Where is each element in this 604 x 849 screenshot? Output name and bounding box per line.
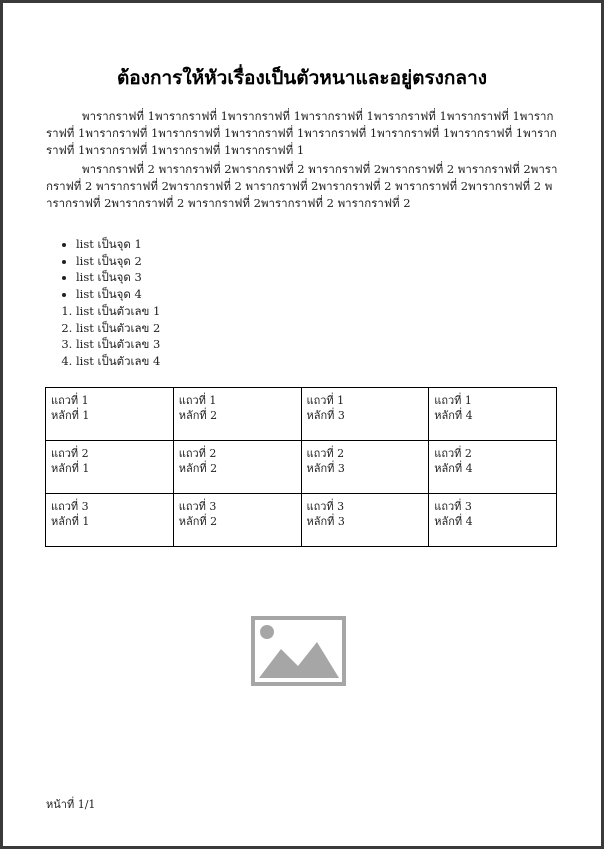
cell-row-label: แถวที่ 3 [178, 500, 217, 513]
list-item: 4. list เป็นตัวเลข 4 [76, 353, 160, 370]
list-item: • list เป็นจุด 4 [76, 286, 142, 303]
table-cell [46, 494, 174, 547]
table-row [46, 388, 557, 441]
table-row [46, 494, 557, 547]
cell-row-label: แถวที่ 1 [51, 394, 89, 407]
paragraph-1: พารากราฟที่ 1พารากราฟที่ 1พารากราฟที่ 1พารากราฟที่ 1พารากราฟที่ 1พารากราฟที่ 1พารากราฟที่ 1พารากราฟที่ 1พารากราฟที่ 1พารากราฟที่ 1พารากราฟที่ 1พารากราฟที่ 1พารากราฟที่ 1พารากราฟที่ 1พารากราฟที่ 1พารากราฟที่ 1พารากราฟที่ 1 [46, 109, 557, 157]
cell-col-label: หลักที่ 3 [306, 409, 345, 422]
list-item: • list เป็นจุด 2 [76, 253, 142, 270]
table-cell [301, 494, 429, 547]
page-title: ต้องการให้หัวเรื่องเป็นตัวหนาและอยู่ตรงกลาง [116, 67, 488, 89]
cell-col-label: หลักที่ 2 [178, 409, 218, 422]
cell-row-label: แถวที่ 2 [178, 447, 217, 460]
table-row [46, 441, 557, 494]
table-cell [429, 494, 557, 547]
cell-row-label: แถวที่ 3 [51, 500, 89, 513]
cell-col-label: หลักที่ 2 [178, 515, 218, 528]
cell-row-label: แถวที่ 1 [178, 394, 217, 407]
cell-row-label: แถวที่ 3 [306, 500, 345, 513]
cell-col-label: หลักที่ 1 [51, 515, 90, 528]
cell-row-label: แถวที่ 2 [306, 447, 345, 460]
table-cell [301, 441, 429, 494]
cell-row-label: แถวที่ 2 [51, 447, 89, 460]
list-item: 2. list เป็นตัวเลข 2 [76, 320, 160, 337]
table-cell [429, 441, 557, 494]
bullet-list [60, 236, 142, 302]
data-table [45, 387, 557, 547]
table-cell [301, 388, 429, 441]
cell-row-label: แถวที่ 1 [306, 394, 345, 407]
table-cell [173, 388, 301, 441]
list-item: 3. list เป็นตัวเลข 3 [76, 336, 160, 353]
cell-row-label: แถวที่ 1 [434, 394, 472, 407]
cell-col-label: หลักที่ 3 [306, 515, 345, 528]
list-item: 1. list เป็นตัวเลข 1 [76, 303, 160, 320]
table-cell [46, 388, 174, 441]
cell-col-label: หลักที่ 3 [306, 462, 345, 475]
cell-col-label: หลักที่ 4 [434, 515, 473, 528]
page-number: หน้าที่ 1/1 [46, 798, 96, 811]
cell-col-label: หลักที่ 1 [51, 409, 90, 422]
table-cell [173, 441, 301, 494]
cell-col-label: หลักที่ 2 [178, 462, 218, 475]
table-cell [429, 388, 557, 441]
cell-col-label: หลักที่ 1 [51, 462, 90, 475]
cell-col-label: หลักที่ 4 [434, 409, 473, 422]
cell-row-label: แถวที่ 3 [434, 500, 472, 513]
numbered-list [60, 303, 160, 369]
cell-row-label: แถวที่ 2 [434, 447, 472, 460]
document-page [3, 3, 601, 846]
list-item: • list เป็นจุด 1 [76, 236, 142, 253]
cell-col-label: หลักที่ 4 [434, 462, 473, 475]
list-item: • list เป็นจุด 3 [76, 269, 142, 286]
paragraph-2: พารากราฟที่ 2 พารากราฟที่ 2พารากราฟที่ 2 พารากราฟที่ 2พารากราฟที่ 2 พารากราฟที่ 2พารากราฟที่ 2 พารากราฟที่ 2พารากราฟที่ 2 พารากราฟที่ 2พารากราฟที่ 2 พารากราฟที่ 2พารากราฟที่ 2 พารากราฟที่ 2พารากราฟที่ 2 พารากราฟที่ 2พารากราฟที่ 2 พารากราฟที่ 2 [46, 162, 558, 210]
table-cell [173, 494, 301, 547]
table-cell [46, 441, 174, 494]
image-placeholder-icon [251, 616, 346, 686]
